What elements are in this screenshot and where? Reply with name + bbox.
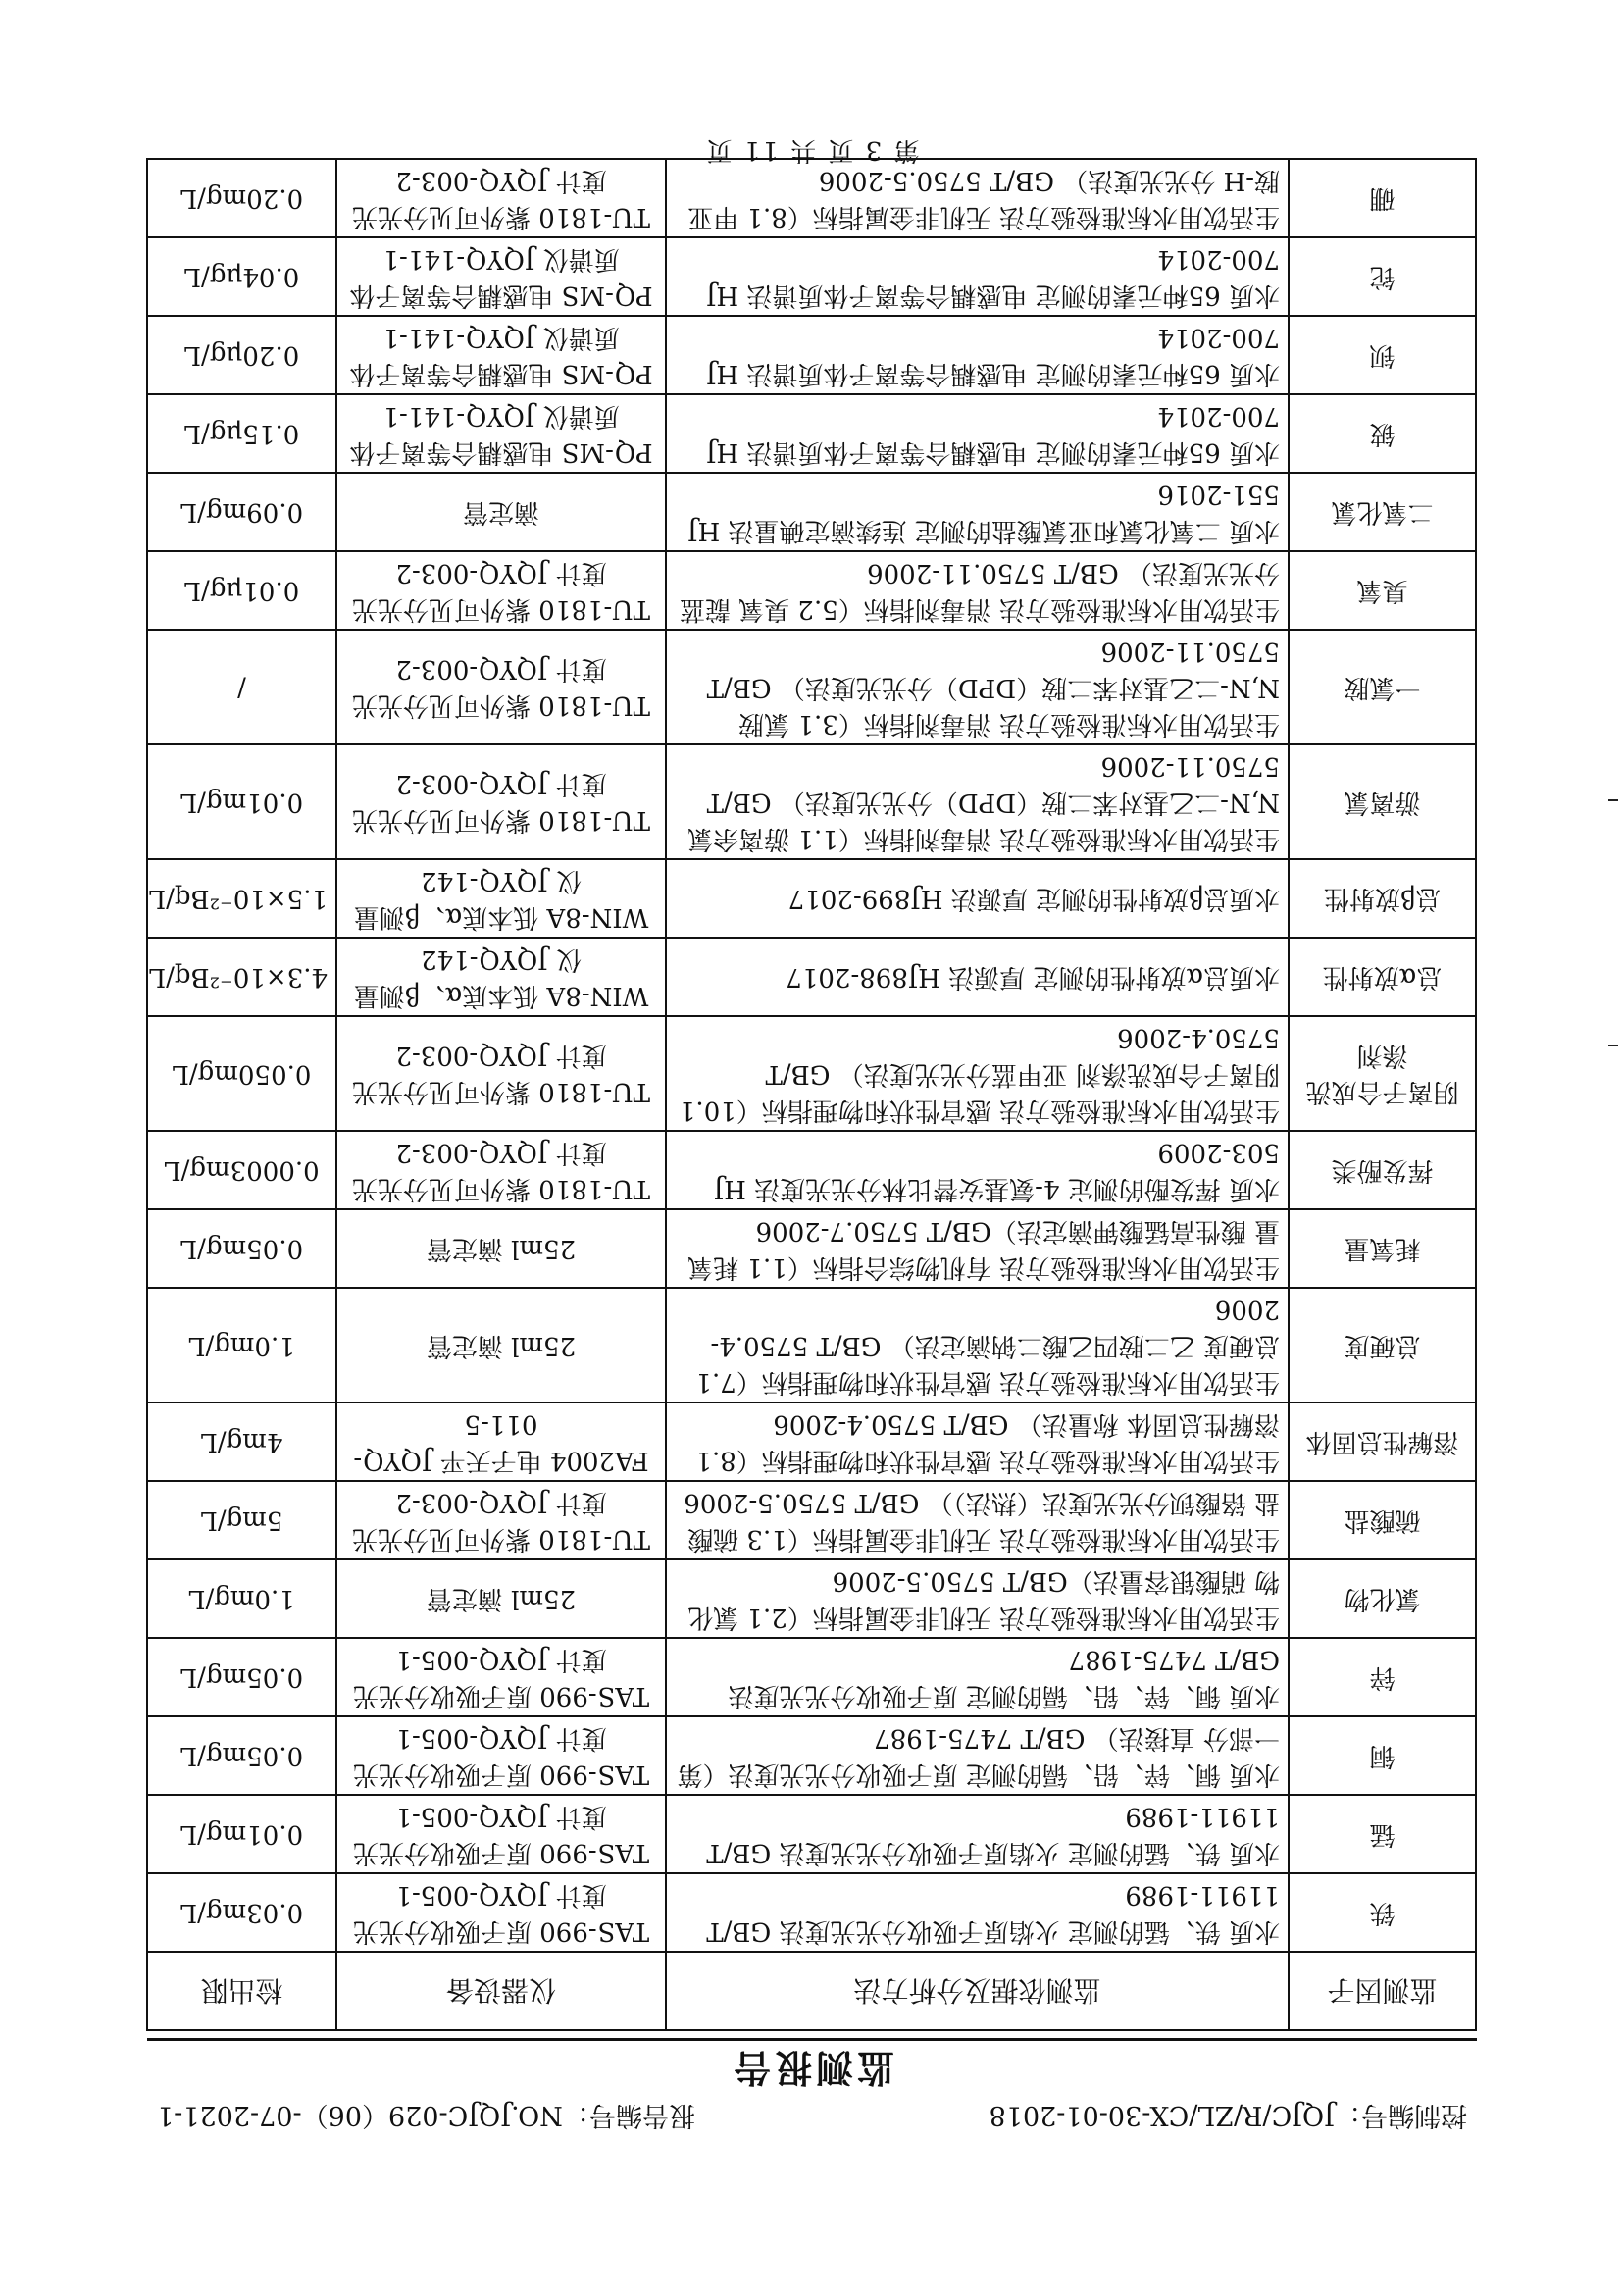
table-row bbox=[147, 1638, 1476, 1716]
factor-cell: 硫酸盐 bbox=[1289, 1481, 1476, 1559]
factor-cell: 总α放射性 bbox=[1289, 938, 1476, 1016]
instrument-cell: PQ-MS 电感耦合等离子体质谱仪 JQYQ-141-1 bbox=[336, 237, 666, 316]
method-cell: 水质 65种元素的测定 电感耦合等离子体质谱法 HJ 700-2014 bbox=[666, 316, 1289, 394]
method-cell: 生活饮用水标准检验方法 消毒剂指标（3.1 氯胺 N,N-二乙基对苯二胺（DPD）分光光度法） GB/T 5750.11-2006 bbox=[666, 630, 1289, 744]
limit-cell: 5mg/L bbox=[147, 1481, 336, 1559]
table-row bbox=[147, 938, 1476, 1016]
table-row bbox=[147, 551, 1476, 630]
method-cell: 水质 铁、锰的测定 火焰原子吸收分光光度法 GB/T 11911-1989 bbox=[666, 1795, 1289, 1873]
table-row bbox=[147, 1481, 1476, 1559]
method-cell: 生活饮用水标准检验方法 感官性状和物理指标（7.1 总硬度 乙二胺四乙酸二钠滴定法） GB/T 5750.4-2006 bbox=[666, 1288, 1289, 1402]
factor-cell: 铊 bbox=[1289, 237, 1476, 316]
table-row bbox=[147, 1288, 1476, 1402]
col-header-instrument: 仪器设备 bbox=[336, 1952, 666, 2030]
limit-cell: 0.050mg/L bbox=[147, 1016, 336, 1131]
limit-cell: 4mg/L bbox=[147, 1402, 336, 1481]
col-header-limit: 检出限 bbox=[147, 1952, 336, 2030]
factor-cell: 总β放射性 bbox=[1289, 859, 1476, 938]
limit-cell: 0.09mg/L bbox=[147, 473, 336, 551]
factor-cell: 氯化物 bbox=[1289, 1559, 1476, 1638]
limit-cell: 1.5×10⁻²Bq/L bbox=[147, 859, 336, 938]
method-cell: 水质 挥发酚的测定 4-氨基安替比林分光光度法 HJ 503-2009 bbox=[666, 1131, 1289, 1209]
factor-cell: 锌 bbox=[1289, 1638, 1476, 1716]
table-row bbox=[147, 859, 1476, 938]
method-cell: 生活饮用水标准检验方法 消毒剂指标（5.2 臭氧 靛蓝分光光度法） GB/T 5750.11-2006 bbox=[666, 551, 1289, 630]
limit-cell: / bbox=[147, 630, 336, 744]
table-row bbox=[147, 473, 1476, 551]
method-cell: 生活饮用水标准检验方法 感官性状和物理指标（8.1 溶解性总固体 称量法） GB/T 5750.4-2006 bbox=[666, 1402, 1289, 1481]
instrument-cell: FA2004 电子天平 JQYQ-011-5 bbox=[336, 1402, 666, 1481]
method-cell: 生活饮用水标准检验方法 有机物综合指标（1.1 耗氧量 酸性高锰酸钾滴定法）GB/T 5750.7-2006 bbox=[666, 1209, 1289, 1288]
instrument-cell: TAS-990 原子吸收分光光度计 JQYQ-005-1 bbox=[336, 1638, 666, 1716]
limit-cell: 0.0003mg/L bbox=[147, 1131, 336, 1209]
method-cell: 水质 铜、锌、铅、镉的测定 原子吸收分光光度法 GB/T 7475-1987 bbox=[666, 1638, 1289, 1716]
instrument-cell: 25ml 滴定管 bbox=[336, 1559, 666, 1638]
control-number: 控制编号：JQJC/R/ZL/CX-30-01-2018 bbox=[989, 2100, 1467, 2130]
factor-cell: 挥发酚类 bbox=[1289, 1131, 1476, 1209]
table-row bbox=[147, 237, 1476, 316]
table-row bbox=[147, 1716, 1476, 1795]
scan-edge-mark bbox=[1608, 799, 1618, 801]
method-cell: 水质 二氧化氯和亚氯酸盐的测定 连续滴定碘量法 HJ 551-2016 bbox=[666, 473, 1289, 551]
instrument-cell: TU-1810 紫外可见分光光度计 JQYQ-003-2 bbox=[336, 1131, 666, 1209]
method-cell: 生活饮用水标准检验方法 无机非金属指标（1.3 硫酸盐 铬酸钡分光光度法（热法）） GB/T 5750.5-2006 bbox=[666, 1481, 1289, 1559]
table-row bbox=[147, 744, 1476, 859]
limit-cell: 0.01mg/L bbox=[147, 744, 336, 859]
table-row bbox=[147, 1209, 1476, 1288]
factor-cell: 硼 bbox=[1289, 159, 1476, 237]
factor-cell: 铁 bbox=[1289, 1873, 1476, 1952]
limit-cell: 4.3×10⁻²Bq/L bbox=[147, 938, 336, 1016]
instrument-cell: 25ml 滴定管 bbox=[336, 1209, 666, 1288]
instrument-cell: WIN-8A 低本底α、β测量仪 JQYQ-142 bbox=[336, 938, 666, 1016]
table-row bbox=[147, 630, 1476, 744]
report-number: 报告编号：NO.JQJC-029（06）-07-2021-1 bbox=[157, 2100, 695, 2130]
table-header-row bbox=[147, 1952, 1476, 2030]
factor-cell: 钡 bbox=[1289, 316, 1476, 394]
factor-cell: 锰 bbox=[1289, 1795, 1476, 1873]
instrument-cell: PQ-MS 电感耦合等离子体质谱仪 JQYQ-141-1 bbox=[336, 394, 666, 473]
instrument-cell: WIN-8A 低本底α、β测量仪 JQYQ-142 bbox=[336, 859, 666, 938]
method-cell: 水质 65种元素的测定 电感耦合等离子体质谱法 HJ 700-2014 bbox=[666, 394, 1289, 473]
method-cell: 生活饮用水标准检验方法 感官性状和物理指标（10.1 阴离子合成洗涤剂 亚甲蓝分光光度法） GB/T 5750.4-2006 bbox=[666, 1016, 1289, 1131]
table-row bbox=[147, 1402, 1476, 1481]
method-cell: 水质 铜、锌、铅、镉的测定 原子吸收分光光度法（第一部分 直接法） GB/T 7475-1987 bbox=[666, 1716, 1289, 1795]
instrument-cell: TU-1810 紫外可见分光光度计 JQYQ-003-2 bbox=[336, 551, 666, 630]
factor-cell: 铜 bbox=[1289, 1716, 1476, 1795]
instrument-cell: TU-1810 紫外可见分光光度计 JQYQ-003-2 bbox=[336, 1481, 666, 1559]
method-cell: 生活饮用水标准检验方法 无机非金属指标（2.1 氯化物 硝酸银容量法）GB/T 5750.5-2006 bbox=[666, 1559, 1289, 1638]
method-cell: 生活饮用水标准检验方法 消毒剂指标（1.1 游离余氯 N,N-二乙基对苯二胺（DPD）分光光度法） GB/T 5750.11-2006 bbox=[666, 744, 1289, 859]
instrument-cell: PQ-MS 电感耦合等离子体质谱仪 JQYQ-141-1 bbox=[336, 316, 666, 394]
scan-edge-mark bbox=[1608, 1045, 1618, 1046]
instrument-cell: 25ml 滴定管 bbox=[336, 1288, 666, 1402]
header-line bbox=[157, 2100, 1467, 2137]
table-row bbox=[147, 1559, 1476, 1638]
limit-cell: 0.20μg/L bbox=[147, 316, 336, 394]
factor-cell: 溶解性总固体 bbox=[1289, 1402, 1476, 1481]
instrument-cell: TU-1810 紫外可见分光光度计 JQYQ-003-2 bbox=[336, 630, 666, 744]
table-row bbox=[147, 1131, 1476, 1209]
factor-cell: 耗氧量 bbox=[1289, 1209, 1476, 1288]
col-header-factor: 监测因子 bbox=[1289, 1952, 1476, 2030]
instrument-cell: 滴定管 bbox=[336, 473, 666, 551]
report-title: 监测报告 bbox=[730, 2046, 895, 2090]
table-row bbox=[147, 159, 1476, 237]
monitoring-table bbox=[146, 158, 1477, 2031]
limit-cell: 1.0mg/L bbox=[147, 1559, 336, 1638]
table-row bbox=[147, 394, 1476, 473]
factor-cell: 臭氧 bbox=[1289, 551, 1476, 630]
instrument-cell: TU-1810 紫外可见分光光度计 JQYQ-003-2 bbox=[336, 1016, 666, 1131]
factor-cell: 铍 bbox=[1289, 394, 1476, 473]
limit-cell: 0.03mg/L bbox=[147, 1873, 336, 1952]
limit-cell: 0.15μg/L bbox=[147, 394, 336, 473]
method-cell: 水质总α放射性的测定 厚源法 HJ898-2017 bbox=[666, 938, 1289, 1016]
table-row bbox=[147, 316, 1476, 394]
col-header-method: 监测依据及分析方法 bbox=[666, 1952, 1289, 2030]
factor-cell: 二氧化氯 bbox=[1289, 473, 1476, 551]
limit-cell: 0.04μg/L bbox=[147, 237, 336, 316]
table-row bbox=[147, 1873, 1476, 1952]
limit-cell: 0.05mg/L bbox=[147, 1716, 336, 1795]
method-cell: 水质总β放射性的测定 厚源法 HJ899-2017 bbox=[666, 859, 1289, 938]
instrument-cell: TU-1810 紫外可见分光光度计 JQYQ-003-2 bbox=[336, 159, 666, 237]
limit-cell: 1.0mg/L bbox=[147, 1288, 336, 1402]
instrument-cell: TAS-990 原子吸收分光光度计 JQYQ-005-1 bbox=[336, 1873, 666, 1952]
limit-cell: 0.05mg/L bbox=[147, 1638, 336, 1716]
table-row bbox=[147, 1795, 1476, 1873]
table-row bbox=[147, 1016, 1476, 1131]
page-number: 第 3 页 共 11 页 bbox=[704, 135, 920, 165]
limit-cell: 0.01μg/L bbox=[147, 551, 336, 630]
method-cell: 生活饮用水标准检验方法 无机非金属指标（8.1 甲亚胺-H 分光光度法） GB/T 5750.5-2006 bbox=[666, 159, 1289, 237]
instrument-cell: TU-1810 紫外可见分光光度计 JQYQ-003-2 bbox=[336, 744, 666, 859]
factor-cell: 游离氯 bbox=[1289, 744, 1476, 859]
instrument-cell: TAS-990 原子吸收分光光度计 JQYQ-005-1 bbox=[336, 1716, 666, 1795]
limit-cell: 0.20mg/L bbox=[147, 159, 336, 237]
method-cell: 水质 铁、锰的测定 火焰原子吸收分光光度法 GB/T 11911-1989 bbox=[666, 1873, 1289, 1952]
method-cell: 水质 65种元素的测定 电感耦合等离子体质谱法 HJ 700-2014 bbox=[666, 237, 1289, 316]
factor-cell: 总硬度 bbox=[1289, 1288, 1476, 1402]
limit-cell: 0.05mg/L bbox=[147, 1209, 336, 1288]
factor-cell: 阴离子合成洗涤剂 bbox=[1289, 1016, 1476, 1131]
limit-cell: 0.01mg/L bbox=[147, 1795, 336, 1873]
instrument-cell: TAS-990 原子吸收分光光度计 JQYQ-005-1 bbox=[336, 1795, 666, 1873]
title-rule bbox=[147, 2038, 1477, 2041]
factor-cell: 一氯胺 bbox=[1289, 630, 1476, 744]
